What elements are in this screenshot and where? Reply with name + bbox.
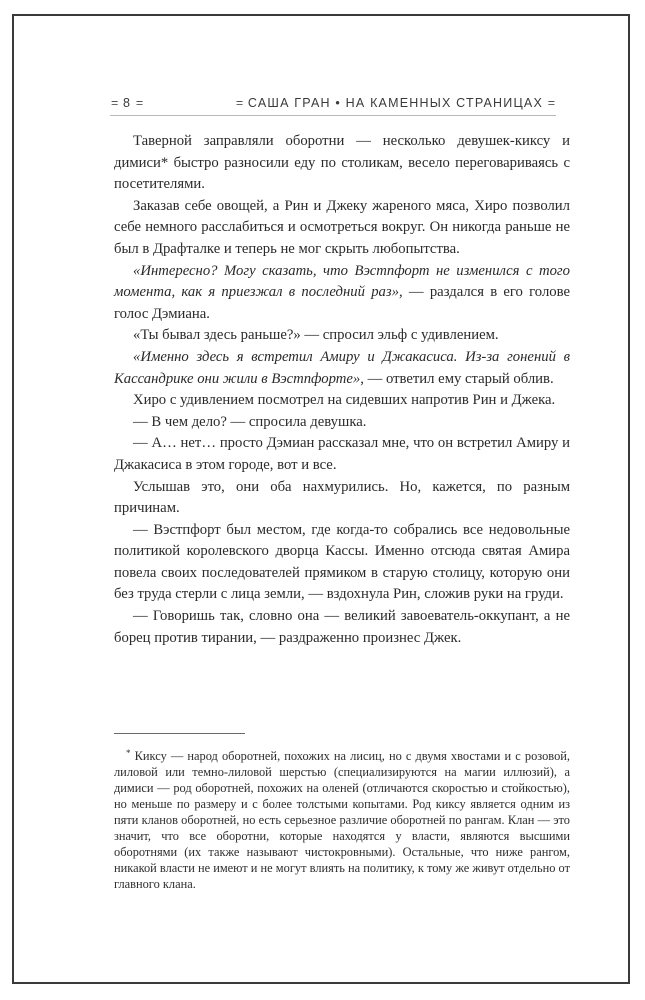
italic-thought: «Именно здесь я встретил Амиру и Джакасиса. Из-за гонений в Кассандрике они жили в Вэстпфорте» — [114, 348, 570, 387]
italic-thought: «Интересно? Могу сказать, что Вэстпфорт не изменился с того момента, как я приезжал в последний раз» — [114, 262, 570, 301]
paragraph: — А… нет… просто Дэмиан рассказал мне, что он встретил Амиру и Джакасиса в этом городе, вот и все. — [114, 435, 570, 473]
paragraph: «Именно здесь я встретил Амиру и Джакасиса. Из-за гонений в Кассандрике они жили в Вэстпфорте», — ответил ему старый облив. — [114, 348, 570, 387]
body-text — [114, 131, 570, 649]
paragraph: Таверной заправляли оборотни — несколько девушек-киксу и димиси* быстро разносили еду по столикам, весело переговариваясь с посетителями. — [114, 133, 570, 193]
page-number: 8 — [123, 96, 132, 110]
paragraph: — Говоришь так, словно она — великий завоеватель-оккупант, а не борец против тирании, — раздраженно произнес Джек. — [114, 608, 570, 646]
running-title: САША ГРАН • НА КАМЕННЫХ СТРАНИЦАХ — [247, 96, 543, 110]
paragraph: — Вэстпфорт был местом, где когда-то собрались все недовольные политикой королевского дворца Кассы. Именно отсюда святая Амира повела своих последователей прямиком в старую столицу, которую они без труда стерли с лица земли, — вздохнула Рин, сложив руки на груди. — [114, 521, 570, 603]
paragraph: — В чем дело? — спросила девушка. — [133, 413, 367, 430]
footnote — [114, 745, 570, 892]
footnote-rule — [114, 733, 245, 734]
footnote-marker: * — [126, 748, 131, 758]
page-number-header: = 8 = — [111, 96, 144, 110]
paragraph: Заказав себе овощей, а Рин и Джеку жареного мяса, Хиро позволил себе немного расслабиться и осмотреться вокруг. Он никогда раньше не был в Драфталке и теперь не мог скрыть любопытства. — [114, 197, 570, 257]
paragraph: Хиро с удивлением посмотрел на сидевших напротив Рин и Джека. — [133, 392, 556, 409]
running-title-header: = САША ГРАН • НА КАМЕННЫХ СТРАНИЦАХ = — [235, 96, 555, 110]
paragraph: «Ты бывал здесь раньше?» — спросил эльф с удивлением. — [133, 327, 499, 344]
paragraph: Услышав это, они оба нахмурились. Но, кажется, по разным причинам. — [114, 478, 570, 517]
footnote-text: Киксу — народ оборотней, похожих на лисиц, но с двумя хвостами и с розовой, лиловой или темно-лиловой шерстью (специализируются на магии иллюзий), а димиси — род оборотней, похожих на оленей (отличаются скоростью и стойкостью), но меньше по размеру и с более толстыми копытами. Род киксу является одним из пяти кланов оборотней, но есть серьезное различие оборотней по рангам. Клан — это значит, что все оборотни, которые находятся у власти, являются высшими оборотнями (их также называют чистокровными). Остальные, что ниже рангом, никакой власти не имеют и не могут влиять на политику, к тому же живут отдельно от главного клана. — [114, 749, 570, 891]
header-rule — [110, 115, 556, 116]
paragraph: «Интересно? Могу сказать, что Вэстпфорт не изменился с того момента, как я приезжал в последний раз», — раздался в его голове голос Дэмиана. — [114, 262, 571, 322]
